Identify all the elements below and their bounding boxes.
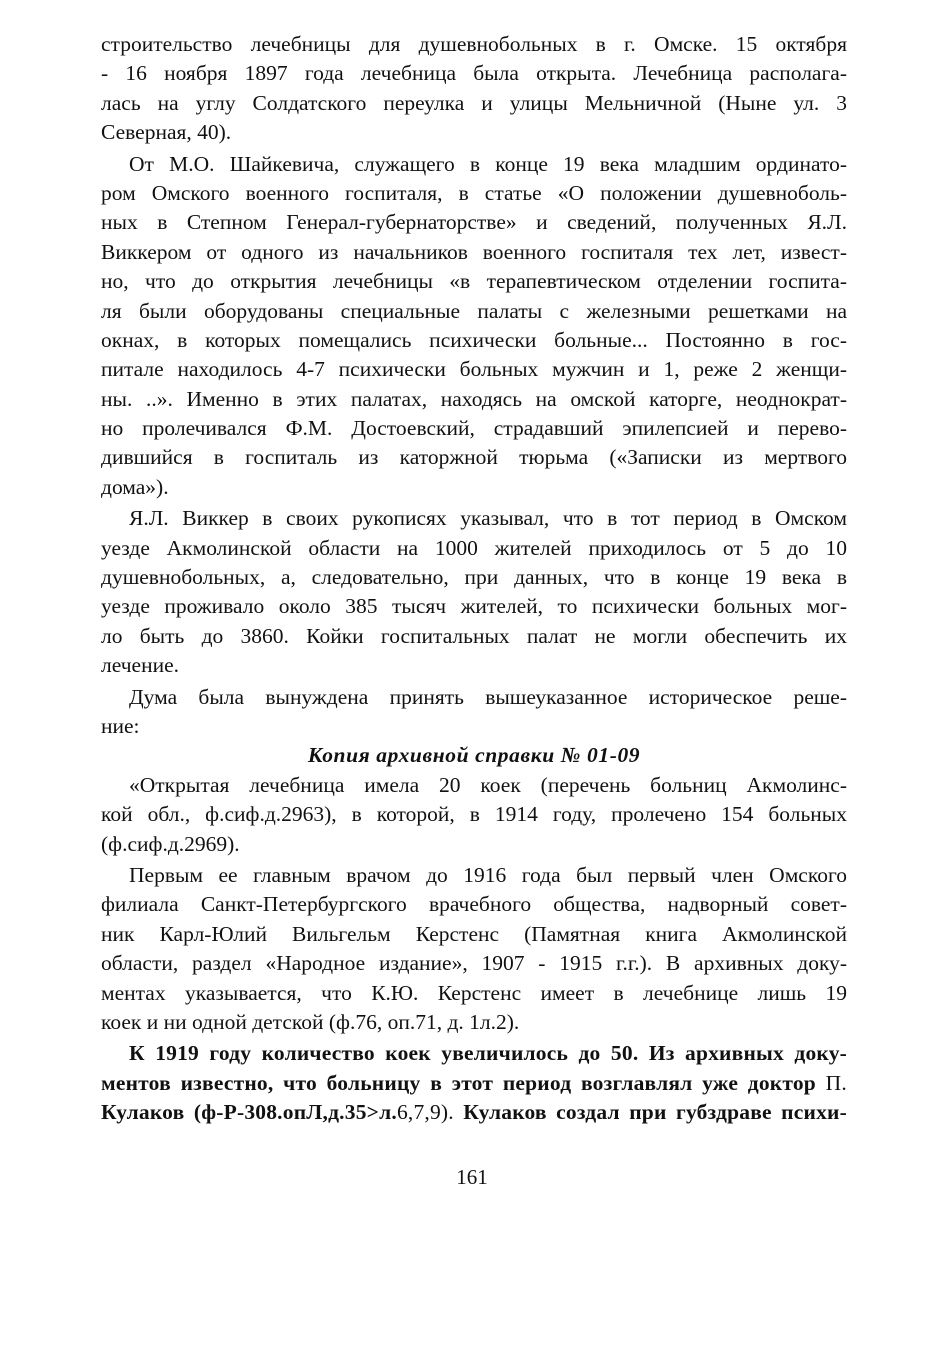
text-line	[101, 1039, 847, 1068]
text-line: «Открытая лечебница имела 20 коек (перечень больниц Акмолинс-	[129, 772, 847, 797]
text-line: уезде Акмолинской области на 1000 жителей приходилось от 5 до 10	[101, 535, 847, 560]
regular-text: П.	[815, 1070, 847, 1095]
bold-text: Кулаков создал при губздраве психи-	[453, 1100, 847, 1125]
text-line	[101, 1069, 847, 1098]
text-line: ля были оборудованы специальные палаты с железными решетками на	[101, 298, 847, 323]
text-line: лечение.	[101, 653, 180, 678]
text-line: Северная, 40).	[101, 120, 232, 145]
bold-text: ментов известно, что больницу в этот период возглавлял уже доктор	[101, 1070, 816, 1095]
text-line: ных в Степном Генерал-губернаторстве» и сведений, полученных Я.Л.	[101, 210, 847, 235]
text-line: питале находилось 4-7 психически больных мужчин и 1, реже 2 женщи-	[101, 357, 847, 382]
text-line: дома»).	[101, 474, 169, 499]
text-line: Дума была вынуждена принять вышеуказанное историческое реше-	[129, 684, 847, 709]
text-line: Виккером от одного из начальников военного госпиталя тех лет, извест-	[101, 239, 847, 264]
text-line: душевнобольных, а, следовательно, при данных, что в конце 19 века в	[101, 565, 847, 590]
text-line: но пролечивался Ф.М. Достоевский, страдавший эпилепсией и перево-	[101, 416, 847, 441]
text-line: филиала Санкт-Петербургского врачебного общества, надворный совет-	[101, 892, 847, 917]
bold-text: К 1919 году количество коек увеличилось до 50.	[129, 1041, 639, 1066]
regular-text: 6,7,9).	[396, 1100, 454, 1125]
document-page	[101, 30, 847, 1127]
text-line: ны. ..». Именно в этих палатах, находясь на омской каторге, неоднократ-	[101, 386, 847, 411]
text-line: От М.О. Шайкевича, служащего в конце 19 века младшим ординато-	[129, 151, 847, 176]
text-line: (ф.сиф.д.2969).	[101, 831, 240, 856]
text-line: ние:	[101, 713, 140, 738]
text-line: Первым ее главным врачом до 1916 года был первый член Омского	[129, 862, 847, 887]
text-line: области, раздел «Народное издание», 1907 - 1915 г.г.). В архивных доку-	[101, 951, 847, 976]
text-line: Я.Л. Виккер в своих рукописях указывал, что в тот период в Омском	[129, 506, 847, 531]
page-number: 161	[456, 1165, 488, 1189]
text-line: строительство лечебницы для душевнобольных в г. Омске. 15 октября	[101, 32, 847, 56]
paragraph-7	[101, 1039, 847, 1127]
text-line: лась на углу Солдатского переулка и улицы Мельничной (Ныне ул. 3	[101, 90, 847, 115]
text-line: ло быть до 3860. Койки госпитальных палат не могли обеспечить их	[101, 623, 847, 648]
text-line: дившийся в госпиталь из каторжной тюрьма («Записки из мертвого	[101, 445, 847, 470]
text-line: ром Омского военного госпиталя, в статье «О положении душевноболь-	[101, 180, 847, 205]
paragraph-3	[101, 504, 847, 680]
bold-text: Кулаков (ф-Р-308.опЛ,д.35>л.	[101, 1100, 397, 1125]
text-line: уезде проживало около 385 тысяч жителей, то психически больных мог-	[101, 594, 847, 619]
paragraph-6	[101, 861, 847, 1037]
text-line: но, что до открытия лечебницы «в терапевтическом отделении госпита-	[101, 269, 847, 294]
text-line: окнах, в которых помещались психически больные... Постоянно в гос-	[101, 327, 847, 352]
paragraph-2	[101, 150, 847, 503]
text-line: кой обл., ф.сиф.д.2963), в которой, в 1914 году, пролечено 154 больных	[101, 802, 847, 827]
text-line: - 16 ноября 1897 года лечебница была открыта. Лечебница располага-	[101, 61, 847, 86]
paragraph-4	[101, 683, 847, 742]
text-line	[101, 1098, 847, 1127]
text-line: коек и ни одной детской (ф.76, оп.71, д. 1л.2).	[101, 1009, 520, 1034]
section-heading: Копия архивной справки № 01-09	[307, 743, 641, 768]
text-line: ментах указывается, что К.Ю. Керстенс имеет в лечебнице лишь 19	[101, 980, 847, 1005]
bold-text: Из архивных доку-	[638, 1041, 848, 1066]
text-line: ник Карл-Юлий Вильгельм Керстенс (Памятная книга Акмолинской	[101, 921, 847, 946]
paragraph-1	[101, 30, 847, 148]
paragraph-5	[101, 771, 847, 859]
